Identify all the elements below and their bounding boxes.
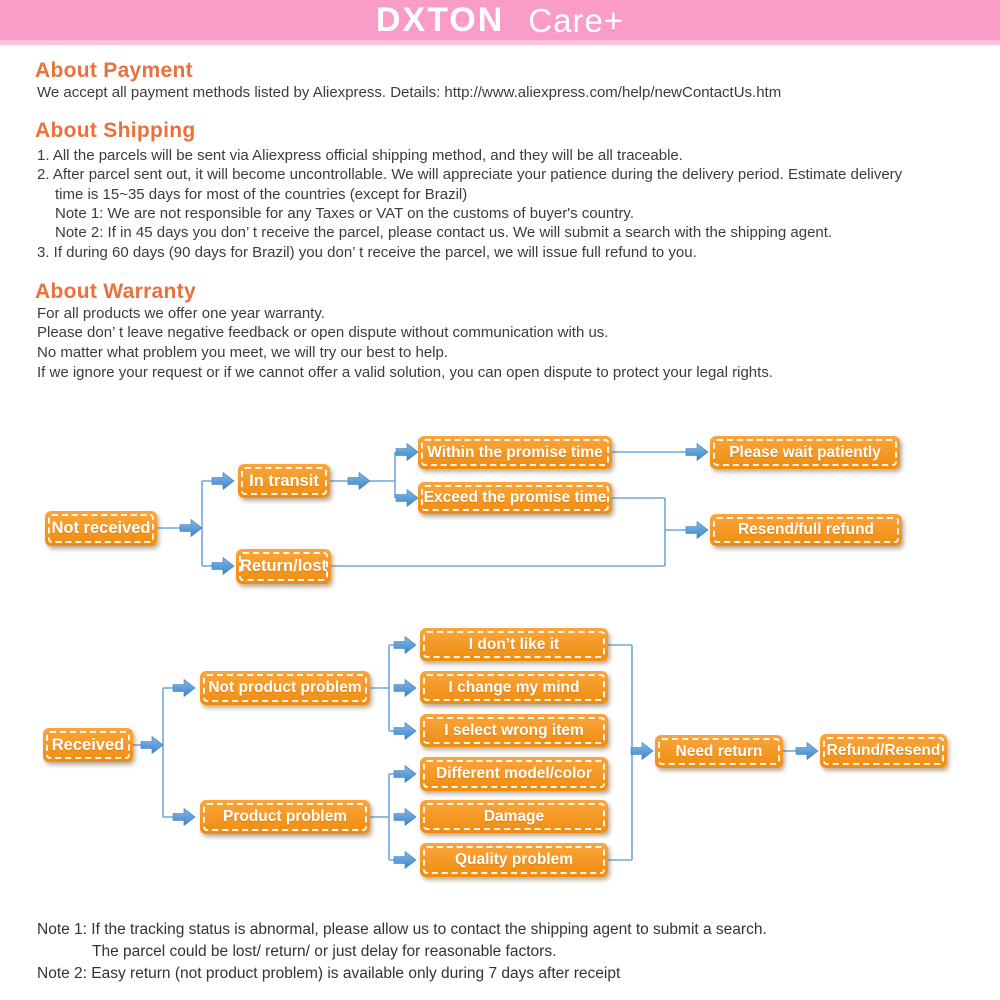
shipping-note-2: Note 2: If in 45 days you don’ t receive the parcel, please contact us. We will submit a search with the shipping agent. (55, 224, 833, 241)
flow-node-label: Damage (483, 807, 545, 825)
shipping-line: 3. If during 60 days (90 days for Brazil) you don’ t receive the parcel, we will issue full refund to you. (37, 244, 697, 261)
flow-node-label: Please wait patiently (729, 443, 881, 461)
flow-node-select-wrong-item (420, 714, 608, 747)
flow-node-label: I change my mind (448, 678, 580, 696)
shipping-section-title: About Shipping (35, 119, 196, 142)
warranty-line: For all products we offer one year warranty. (37, 305, 325, 322)
flow-node-not-product-problem (200, 671, 370, 705)
flow-node-return-lost (236, 549, 331, 584)
flow-node-label: Quality problem (455, 851, 573, 868)
flow-node-label: Return/lost (239, 557, 328, 575)
shipping-line: 2. After parcel sent out, it will become uncontrollable. We will appreciate your patience during the delivery period. Estimate delivery (37, 166, 903, 183)
flow-node-label: Different model/color (436, 765, 592, 782)
warranty-line: If we ignore your request or if we cannot offer a valid solution, you can open dispute to protect your legal rights. (37, 364, 773, 381)
flow-node-label: In transit (249, 471, 319, 490)
flow-node-wait-patiently (710, 436, 900, 469)
care-plus-label: Care+ (528, 1, 625, 39)
warranty-line: No matter what problem you meet, we will try our best to help. (37, 344, 449, 361)
flow-node-label: Need return (675, 742, 763, 760)
flow-node-need-return (655, 735, 783, 768)
payment-section-title: About Payment (35, 59, 193, 82)
header-accent-strip (0, 40, 1000, 45)
flow-node-refund-resend (820, 734, 947, 768)
flow-node-label: Exceed the promise time (423, 489, 607, 506)
flow-node-label: I don’t like it (468, 635, 560, 653)
brand-logo-text: DXTON (375, 1, 505, 39)
flow-node-within-promise-time (418, 436, 612, 469)
flow-node-change-my-mind (420, 671, 608, 704)
flow-node-label: Not product problem (208, 679, 362, 696)
flow-node-not-received (45, 511, 157, 546)
payment-text: We accept all payment methods listed by Aliexpress. Details: http://www.aliexpress.com/help/newContactUs.htm (37, 84, 782, 101)
bottom-note-1-cont: The parcel could be lost/ return/ or just delay for reasonable factors. (92, 943, 557, 960)
flow-node-label: Product problem (222, 808, 347, 825)
flow-node-label: Resend/full refund (737, 521, 875, 538)
header-banner (0, 0, 1000, 45)
flow-node-different-model-color (420, 757, 608, 791)
shipping-line: 1. All the parcels will be sent via Aliexpress official shipping method, and they will be all traceable. (37, 147, 683, 164)
flow-node-received (43, 728, 133, 762)
flow-node-label: Within the promise time (427, 443, 603, 461)
flow-node-label: Not received (51, 519, 151, 537)
shipping-note-1: Note 1: We are not responsible for any Taxes or VAT on the customs of buyer's country. (55, 205, 634, 222)
warranty-section-title: About Warranty (35, 280, 196, 303)
flow-node-damage (420, 800, 608, 833)
warranty-line: Please don’ t leave negative feedback or open dispute without communication with us. (37, 324, 609, 341)
flow-node-dont-like-it (420, 628, 608, 661)
flow-node-exceed-promise-time (418, 482, 612, 514)
flow-node-resend-full-refund (710, 514, 902, 546)
shipping-line: time is 15~35 days for most of the countries (except for Brazil) (55, 186, 468, 203)
flow-node-quality-problem (420, 843, 608, 877)
flow-node-label: I select wrong item (444, 721, 584, 739)
bottom-note-1: Note 1: If the tracking status is abnormal, please allow us to contact the shipping agent to submit a search. (37, 921, 767, 938)
bottom-note-2: Note 2: Easy return (not product problem) is available only during 7 days after receipt (37, 965, 621, 982)
flow-node-product-problem (200, 800, 370, 834)
flow-node-label: Received (51, 735, 125, 754)
flow-node-in-transit (238, 464, 330, 498)
flow-node-label: Refund/Resend (826, 742, 941, 759)
